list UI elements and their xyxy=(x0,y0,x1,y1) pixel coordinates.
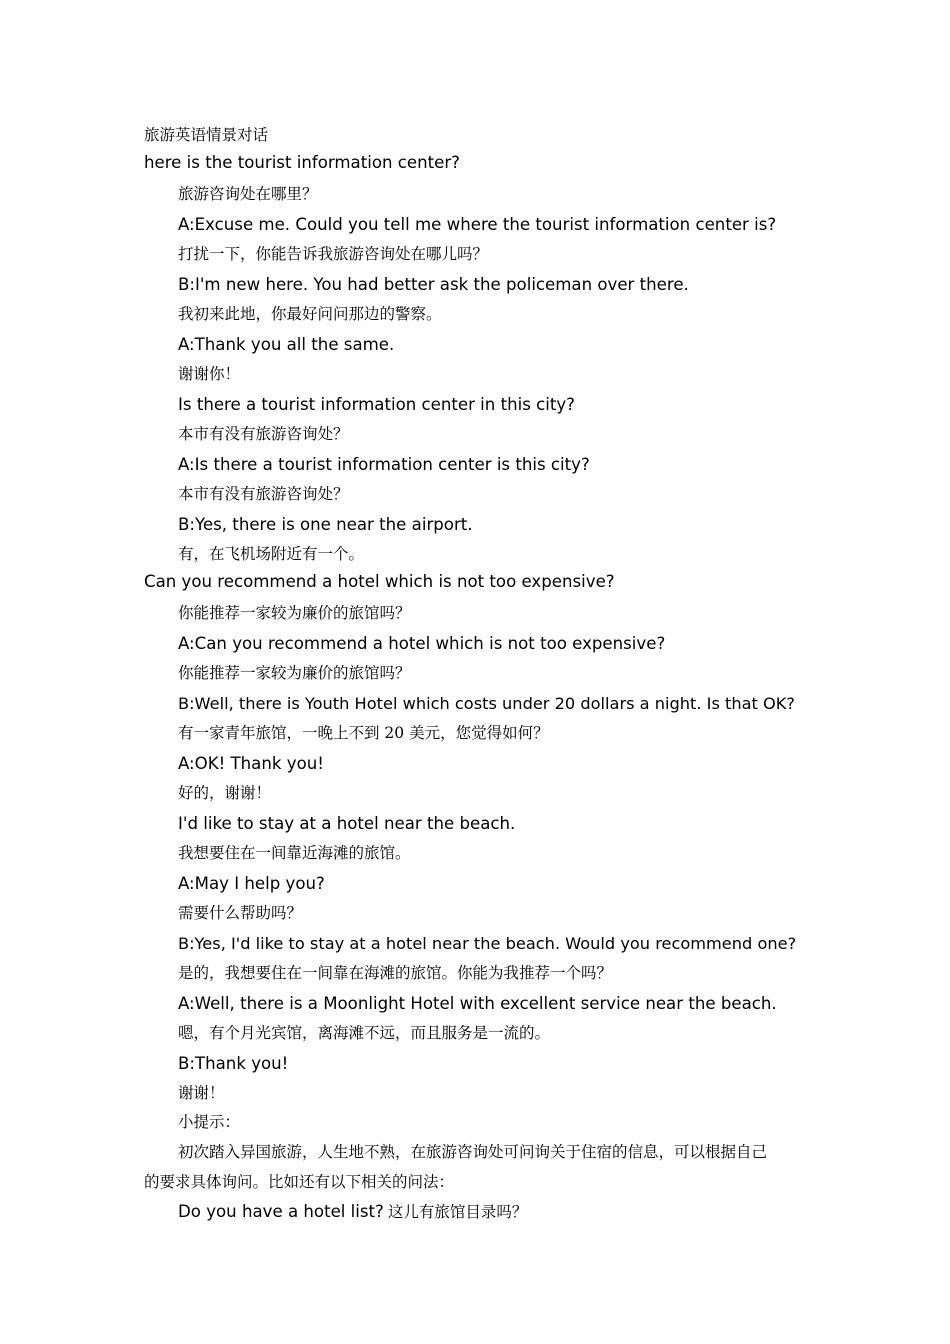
dialogue-translation: 有，在飞机场附近有一个。 xyxy=(178,545,365,563)
tip-example-english: Do you have a hotel list? xyxy=(178,1202,384,1221)
dialogue-translation: 谢谢！ xyxy=(178,1084,225,1102)
tip-label: 小提示： xyxy=(178,1113,241,1131)
dialogue-line: A:Excuse me. Could you tell me where the tourist information center is? xyxy=(178,215,777,234)
dialogue-line: A:OK! Thank you! xyxy=(178,754,324,773)
section-heading-translation: 你能推荐一家较为廉价的旅馆吗？ xyxy=(178,604,411,622)
tip-example xyxy=(178,1201,527,1224)
section-heading: Is there a tourist information center in this city? xyxy=(178,395,575,414)
dialogue-line: A:May I help you? xyxy=(178,874,325,893)
dialogue-line: A:Is there a tourist information center is this city? xyxy=(178,455,590,474)
dialogue-line: B:Well, there is Youth Hotel which costs under 20 dollars a night. Is that OK? xyxy=(178,694,795,713)
dialogue-line: A:Well, there is a Moonlight Hotel with excellent service near the beach. xyxy=(178,994,777,1013)
tip-example-chinese: 这儿有旅馆目录吗？ xyxy=(387,1203,528,1221)
dialogue-line: A:Can you recommend a hotel which is not too expensive? xyxy=(178,634,666,653)
dialogue-translation: 是的，我想要住在一间靠在海滩的旅馆。你能为我推荐一个吗？ xyxy=(178,964,613,982)
section-heading-translation: 本市有没有旅游咨询处？ xyxy=(178,425,349,443)
dialogue-line: B:Yes, I'd like to stay at a hotel near the beach. Would you recommend one? xyxy=(178,934,797,953)
tip-paragraph-line: 的要求具体询问。比如还有以下相关的问法： xyxy=(144,1173,455,1191)
dialogue-translation: 你能推荐一家较为廉价的旅馆吗？ xyxy=(178,664,411,682)
dialogue-translation: 嗯，有个月光宾馆，离海滩不远，而且服务是一流的。 xyxy=(178,1024,551,1042)
section-heading: Can you recommend a hotel which is not too expensive? xyxy=(144,572,615,591)
section-heading: I'd like to stay at a hotel near the beach. xyxy=(178,814,516,833)
section-heading-translation: 旅游咨询处在哪里？ xyxy=(178,185,318,203)
dialogue-translation: 打扰一下，你能告诉我旅游咨询处在哪儿吗？ xyxy=(178,245,489,263)
section-heading: here is the tourist information center? xyxy=(144,153,460,172)
dialogue-translation: 有一家青年旅馆，一晚上不到 20 美元，您觉得如何？ xyxy=(178,724,549,742)
document-title: 旅游英语情景对话 xyxy=(144,126,269,144)
dialogue-line: A:Thank you all the same. xyxy=(178,335,395,354)
dialogue-line: B:I'm new here. You had better ask the policeman over there. xyxy=(178,275,689,294)
dialogue-translation: 本市有没有旅游咨询处？ xyxy=(178,485,349,503)
dialogue-translation: 我初来此地，你最好问问那边的警察。 xyxy=(178,305,442,323)
section-heading-translation: 我想要住在一间靠近海滩的旅馆。 xyxy=(178,844,411,862)
dialogue-line: B:Yes, there is one near the airport. xyxy=(178,515,473,534)
dialogue-line: B:Thank you! xyxy=(178,1054,289,1073)
dialogue-translation: 需要什么帮助吗？ xyxy=(178,904,303,922)
dialogue-translation: 好的，谢谢！ xyxy=(178,784,272,802)
dialogue-translation: 谢谢你！ xyxy=(178,365,241,383)
tip-paragraph-line: 初次踏入异国旅游，人生地不熟，在旅游咨询处可问询关于住宿的信息，可以根据自己 xyxy=(178,1143,768,1161)
